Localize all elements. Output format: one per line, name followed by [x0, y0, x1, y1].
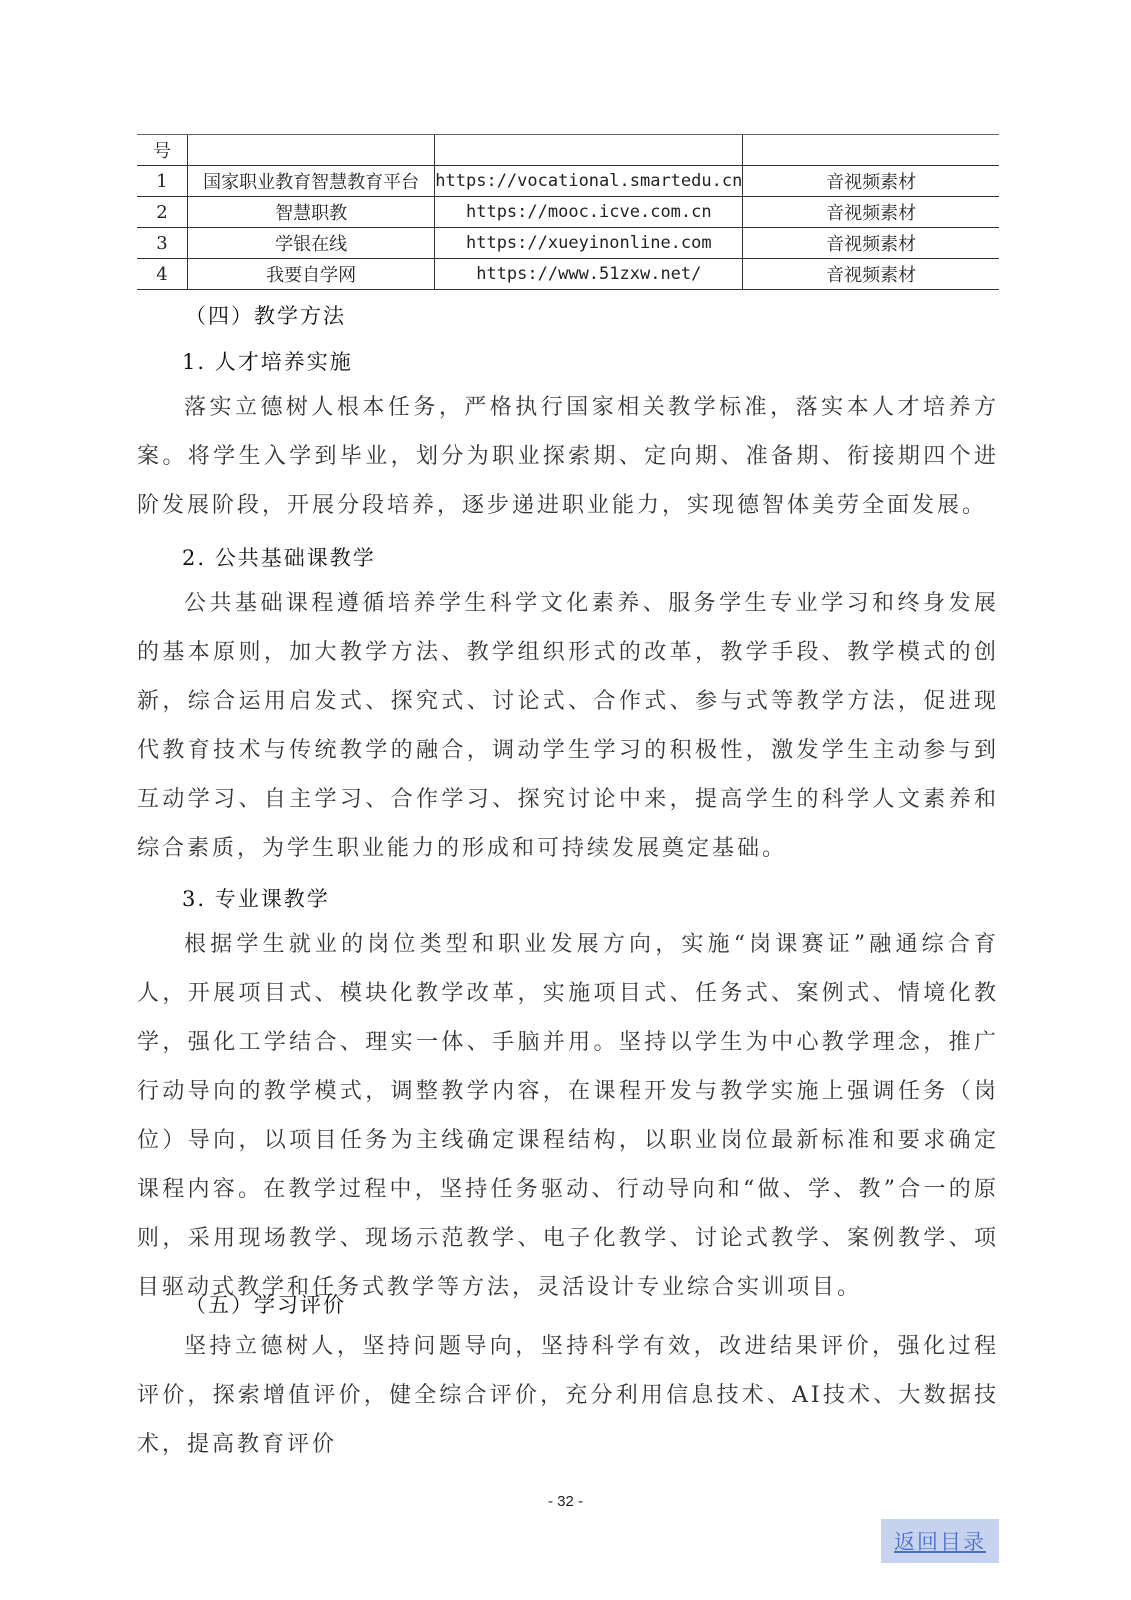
row-name: 我要自学网 [188, 259, 435, 290]
back-to-toc-link[interactable]: 返回目录 [881, 1519, 999, 1563]
section-4-2-heading: 2. 公共基础课教学 [182, 546, 376, 570]
resource-table [137, 134, 999, 290]
row-type: 音视频素材 [743, 166, 999, 197]
section-4-3-heading: 3. 专业课教学 [182, 887, 330, 911]
header-cell-url [435, 135, 743, 166]
page-number: - 32 - [547, 1493, 583, 1510]
row-url: https://mooc.icve.com.cn [435, 197, 743, 228]
section-5-heading: （五）学习评价 [185, 1293, 346, 1317]
table-row [137, 259, 999, 290]
row-url: https://www.51zxw.net/ [435, 259, 743, 290]
header-cell-type [743, 135, 999, 166]
header-cell-num: 号 [137, 135, 188, 166]
row-name: 国家职业教育智慧教育平台 [188, 166, 435, 197]
row-url: https://xueyinonline.com [435, 228, 743, 259]
row-name: 学银在线 [188, 228, 435, 259]
section-4-1-paragraph: 落实立德树人根本任务，严格执行国家相关教学标准，落实本人才培养方案。将学生入学到毕业，划分为职业探索期、定向期、准备期、衔接期四个进阶发展阶段，开展分段培养，逐步递进职业能力，实现德智体美劳全面发展。 [137, 395, 999, 518]
row-num: 1 [137, 166, 188, 197]
row-url: https://vocational.smartedu.cn [435, 166, 743, 197]
row-type: 音视频素材 [743, 197, 999, 228]
row-num: 4 [137, 259, 188, 290]
section-4-1-heading: 1. 人才培养实施 [182, 350, 353, 374]
section-4-2-paragraph: 公共基础课程遵循培养学生科学文化素养、服务学生专业学习和终身发展的基本原则，加大教学方法、教学组织形式的改革，教学手段、教学模式的创新，综合运用启发式、探究式、讨论式、合作式、参与式等教学方法，促进现代教育技术与传统教学的融合，调动学生学习的积极性，激发学生主动参与到互动学习、自主学习、合作学习、探究讨论中来，提高学生的科学人文素养和综合素质，为学生职业能力的形成和可持续发展奠定基础。 [137, 591, 999, 861]
table-header-row [137, 135, 999, 166]
table-row [137, 166, 999, 197]
table-row [137, 197, 999, 228]
row-type: 音视频素材 [743, 228, 999, 259]
row-name: 智慧职教 [188, 197, 435, 228]
row-type: 音视频素材 [743, 259, 999, 290]
header-cell-name [188, 135, 435, 166]
section-5-paragraph: 坚持立德树人，坚持问题导向，坚持科学有效，改进结果评价，强化过程评价，探索增值评价，健全综合评价，充分利用信息技术、AI技术、大数据技术，提高教育评价 [137, 1334, 999, 1457]
section-4-heading: （四）教学方法 [185, 304, 346, 328]
table-row [137, 228, 999, 259]
section-4-3-paragraph: 根据学生就业的岗位类型和职业发展方向，实施“岗课赛证”融通综合育人，开展项目式、模块化教学改革，实施项目式、任务式、案例式、情境化教学，强化工学结合、理实一体、手脑并用。坚持以学生为中心教学理念，推广行动导向的教学模式，调整教学内容，在课程开发与教学实施上强调任务（岗位）导向，以项目任务为主线确定课程结构，以职业岗位最新标准和要求确定课程内容。在教学过程中，坚持任务驱动、行动导向和“做、学、教”合一的原则，采用现场教学、现场示范教学、电子化教学、讨论式教学、案例教学、项目驱动式教学和任务式教学等方法，灵活设计专业综合实训项目。 [137, 932, 999, 1300]
row-num: 3 [137, 228, 188, 259]
row-num: 2 [137, 197, 188, 228]
